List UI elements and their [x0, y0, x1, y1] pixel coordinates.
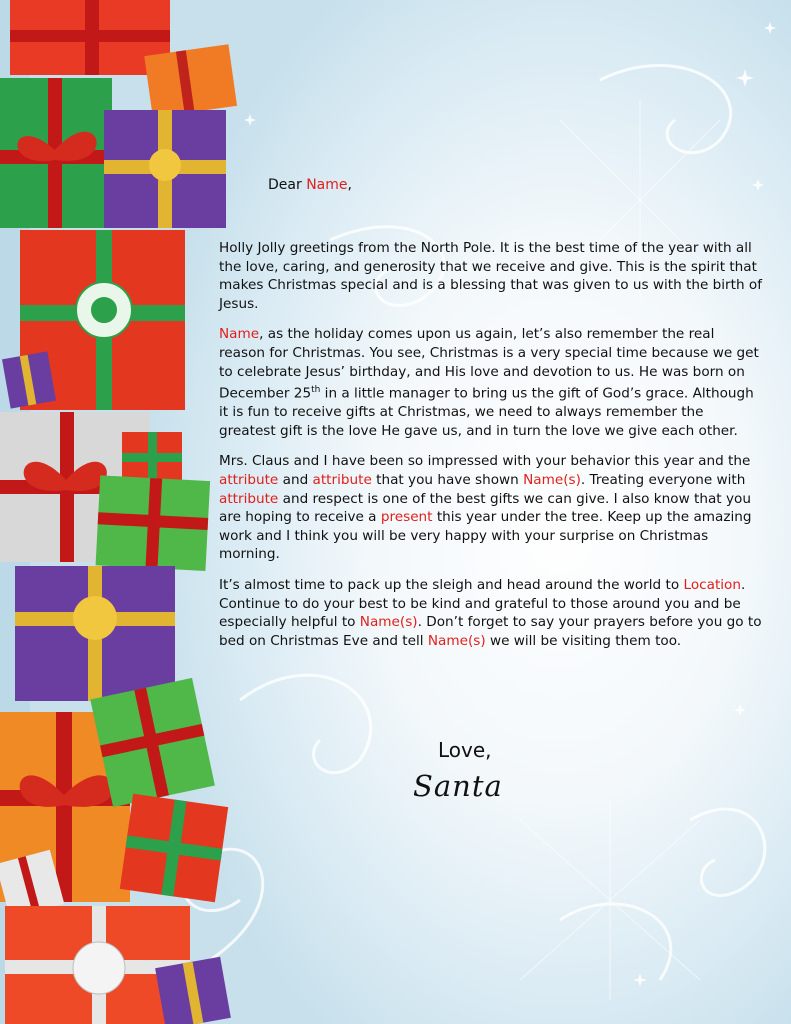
letter-body — [219, 239, 764, 662]
gift-box-icon — [2, 351, 56, 408]
placeholder-text: attribute — [219, 472, 279, 489]
body-text: Mrs. Claus and I have been so impressed with your behavior this year and the — [219, 453, 751, 470]
body-text: this year under the tree. Keep up the amazing work and I think you will be very happy with your surprise on Christmas morning. — [219, 509, 752, 563]
body-text: Holly Jolly greetings from the North Pole. It is the best time of the year with all the love, caring, and generosity that we receive and give. This is the spirit that makes Christmas special and is a blessing that was given to us with the birth of Jesus. — [219, 240, 763, 312]
body-text: we will be visiting them too. — [485, 632, 682, 649]
letter-paragraph-3 — [219, 452, 764, 564]
body-text: and respect is one of the best gifts we can give. I also know that you are hoping to receive a — [219, 490, 751, 526]
snowflake-icon — [752, 179, 764, 191]
body-text: , as the holiday comes upon us again, let’s also remember the real reason for Christmas. You see, Christmas is a very special time because we get to celebrate Jesus’ birthday, and His love and devotion to us. He was born on December 25 — [219, 326, 759, 402]
placeholder-text: Location — [683, 577, 741, 594]
ribbon-bow-icon — [76, 282, 132, 338]
placeholder-text: present — [380, 509, 433, 526]
body-text: It’s almost time to pack up the sleigh and head around the world to — [219, 577, 684, 594]
ribbon-bow-icon — [149, 149, 181, 181]
ribbon-bow-icon — [73, 942, 125, 994]
santa-signature: Santa — [413, 769, 503, 803]
body-text: in a little manager to bring us the gift of God’s grace. Although it is fun to receive gifts at Christmas, we need to always remember the greatest gift is the love He gave us, and in turn the love we give each other. — [219, 385, 754, 439]
placeholder-text: Name(s) — [359, 614, 418, 631]
gift-boxes-border — [0, 0, 240, 1024]
placeholder-text: Name(s) — [523, 472, 581, 489]
letter-paragraph-4 — [219, 576, 764, 650]
gift-box-icon — [122, 432, 182, 484]
ordinal-suffix: th — [311, 385, 321, 396]
placeholder-text: attribute — [312, 472, 372, 489]
greeting-name: Name — [306, 177, 348, 193]
snowflake-icon — [734, 704, 746, 716]
body-text: and — [278, 472, 313, 489]
placeholder-text: attribute — [219, 490, 279, 507]
body-text: . Don’t forget to say your prayers before you go to bed on Christmas Eve and tell — [219, 614, 762, 649]
gift-box-icon — [155, 957, 231, 1024]
greeting-prefix: Dear — [268, 177, 307, 193]
gift-box-icon — [120, 794, 228, 902]
letter-paragraph-2 — [219, 325, 764, 440]
closing-line: Love, — [438, 738, 492, 762]
snowflake-icon — [244, 114, 256, 126]
gift-box-icon — [144, 44, 237, 117]
body-text: that you have shown — [371, 472, 524, 489]
body-text: . Continue to do your best to be kind and grateful to those around you and be especially helpful to — [219, 577, 746, 631]
snowflake-icon — [736, 69, 754, 87]
snowflake-icon — [633, 973, 647, 987]
snowflake-icon — [764, 22, 776, 34]
gift-box-icon — [96, 475, 211, 571]
greeting-suffix: , — [347, 177, 352, 193]
placeholder-text: Name — [219, 326, 260, 343]
body-text: . Treating everyone with — [580, 472, 746, 489]
greeting-line — [268, 177, 352, 193]
letter-paragraph-1 — [219, 239, 764, 313]
placeholder-text: Name(s) — [427, 632, 486, 649]
ribbon-bow-icon — [73, 596, 117, 640]
